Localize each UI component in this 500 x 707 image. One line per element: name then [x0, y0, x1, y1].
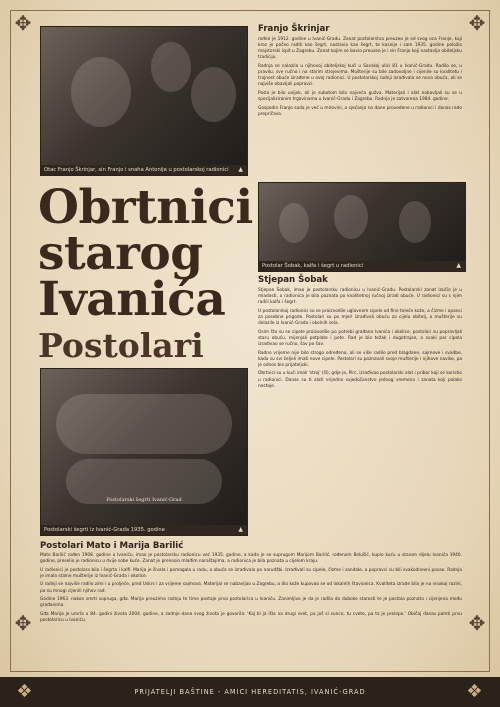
- photo-skrinjar-workshop: [40, 26, 248, 176]
- section-heading-barilic: Postolari Mato i Marija Barilić: [40, 541, 184, 551]
- caption-triangle-icon: ▲: [456, 262, 461, 269]
- photo-banner: Postolarski šegrti Ivanić-Grad: [106, 497, 182, 503]
- section-body-skrinjar: rođen je 1912. godine u Ivanić-Gradu. Zanat postolarstva preuzeo je od svog oca Franje, koji kroz je počeo raditi kao šegrt, nastavio kao šegrt, te kasnije i sam 1935. godine položio majstorski ispit u Zagrebu. Zanat kojim se bavio preuzeo je i sin Franjo koji nastavlja obiteljsku tradiciju. Radnja se nalazila u njihovoj obiteljskoj kući u Savskoj ulici 81 u Ivanić-Gradu. Radilo se, u pravilu, sve ručno i na starim strojevima. Mušterije su bile zadovoljne i cijenile su kvalitetu i trajnost obuće izrađene u ovoj radionici. U postolarskoj radnji izrađivala se nova obuća, ali se najviše obavljali popravci. Posla je bilo uvijek, ali je subotom bila najveća gužva. Materijali i alat nabavljali su se u specijaliziranim trgovinama u Ivanić-Gradu i Zagrebu. Radnja je zatvorena 1984. godine. Gospodin Franjo sada je već u mirovini, a sjećanja na dane provedene u radionici i danas rado prepričava.: [258, 37, 462, 117]
- caption-triangle-icon: ▲: [238, 166, 243, 173]
- photo-caption: Otac Franjo Škrinjar, sin Franjo i snaha Antonija u postolarskoj radionici ▲: [41, 165, 247, 175]
- section-heading-sobak: Stjepan Šobak: [258, 275, 328, 285]
- section-heading-skrinjar: Franjo Škrinjar: [258, 24, 330, 34]
- section-body-sobak: Stjepan Šobak, imao je postolarsku radionicu u Ivanić-Gradu. Postolarski zanat izučio je u mladosti, a radionica je bila poznata po kvalitetnoj ručnoj izradi obuće. U radionici su s njim radili kalfa i šegrt. U postolarskoj radionici su se proizvodile uglavnom cipele od fine teleće kože, a čizme i opanci za posebne prigode. Postolari su po mjeri izrađivali obuću za cijelu obitelj, a mušterije su dolazile iz Ivanić-Grada i okolnih sela. Osim što su se cipele proizvodile po potrebi građana Ivanića i okolice, postolari su popravljali staru obuću, mijenjali potplate i pete. Rad je bio težak i dugotrajan, a svaki par cipela izrađivao se ručno, šav po šav. Radno vrijeme nije bilo strogo određeno, ali se više radilo pred blagdane, sajmove i svadbe, kada su svi željeli imati nove cipele. Postolari su poznavali svoje mušterije i njihove navike, pa je odnos bio prijateljski. Obrtnici su u kući imali 'stroj' (šl), gdje je, Pirc, izrađivao postolarski alat i pribor koji se koristio u radionici. Danas su ti alati vrijedno svjedočanstvo jednog vremena i zanata koji polako nestaje.: [258, 288, 462, 389]
- footer-text: PRIJATELJI BAŠTINE - AMICI HEREDITATIS, IVANIĆ-GRAD: [134, 688, 366, 696]
- photo-sobak-workshop: [258, 182, 466, 272]
- footer-bar: [0, 677, 500, 707]
- footer-ornament-icon: ❖: [16, 681, 34, 702]
- corner-ornament-icon: ✥: [14, 611, 32, 635]
- corner-ornament-icon: ✥: [468, 11, 486, 35]
- corner-ornament-icon: ✥: [468, 611, 486, 635]
- caption-triangle-icon: ▲: [238, 526, 243, 533]
- corner-ornament-icon: ✥: [14, 11, 32, 35]
- photo-caption: Postolar Šobak, kalfa i šegrt u radionici ▲: [259, 261, 465, 271]
- footer-ornament-icon: ❖: [466, 681, 484, 702]
- section-body-barilic: Mato Barilić rođen 1908. godine u Ivaniću, imao je postolarsku radionicu već 1935. godine, a kada je se suprugom Marijom Barilić, rođenom Belušić, kupio kuću u starom dijelu Ivanića 1940. godine, preselio je radionicu u dvije sobe kuće. Zanat je prenosio mlađim naraštajima, a radionica je bila poznata u cijelom kraju. U radionici je postolara bilo i šegrta i kalfi. Marija je šivala i pomagala u radu, a obuća se izrađivala po narudžbi. Izrađivali su cipele, čizme i sandale, a popravci su bili svakodnevni posao. Radnja je imala stalne mušterije iz Ivanić-Grada i okolice. U radnji se najviše radilo zimi i u proljeće, pred Uskrs i za vrijeme sajmova. Materijal se nabavljao u Zagrebu, a dio kože kupovao se od lokalnih štavionica. Kvaliteta izrade bila je na visokoj razini, pa su mnogi cijenili njihov rad. Godine 1963. nakon smrti supruga, gđa. Marija preuzima radnju te time postaje prva postolarica u Ivaniću. Zanimljivo je da je radila do duboke starosti te je postala poznata i cijenjena među građanima. Gđa Marija je umrla u 84. godini života 2004. godine, a zadnje dane svog života je govorila: 'Kaj bi ja išla na drugi svet, pa još si sunce, tu cvete, pa to je prelepo.' Običaj danas pamti prvu postolaricu u Ivaniću.: [40, 553, 462, 623]
- poster-subtitle: Postolari: [38, 326, 204, 365]
- photo-apprentices-1935: [40, 368, 248, 536]
- poster-title: Obrtnici starog Ivanića Postolari: [38, 180, 253, 365]
- photo-caption: Postolarski šegrti iz Ivanić-Grada 1935. godine ▲: [41, 525, 247, 535]
